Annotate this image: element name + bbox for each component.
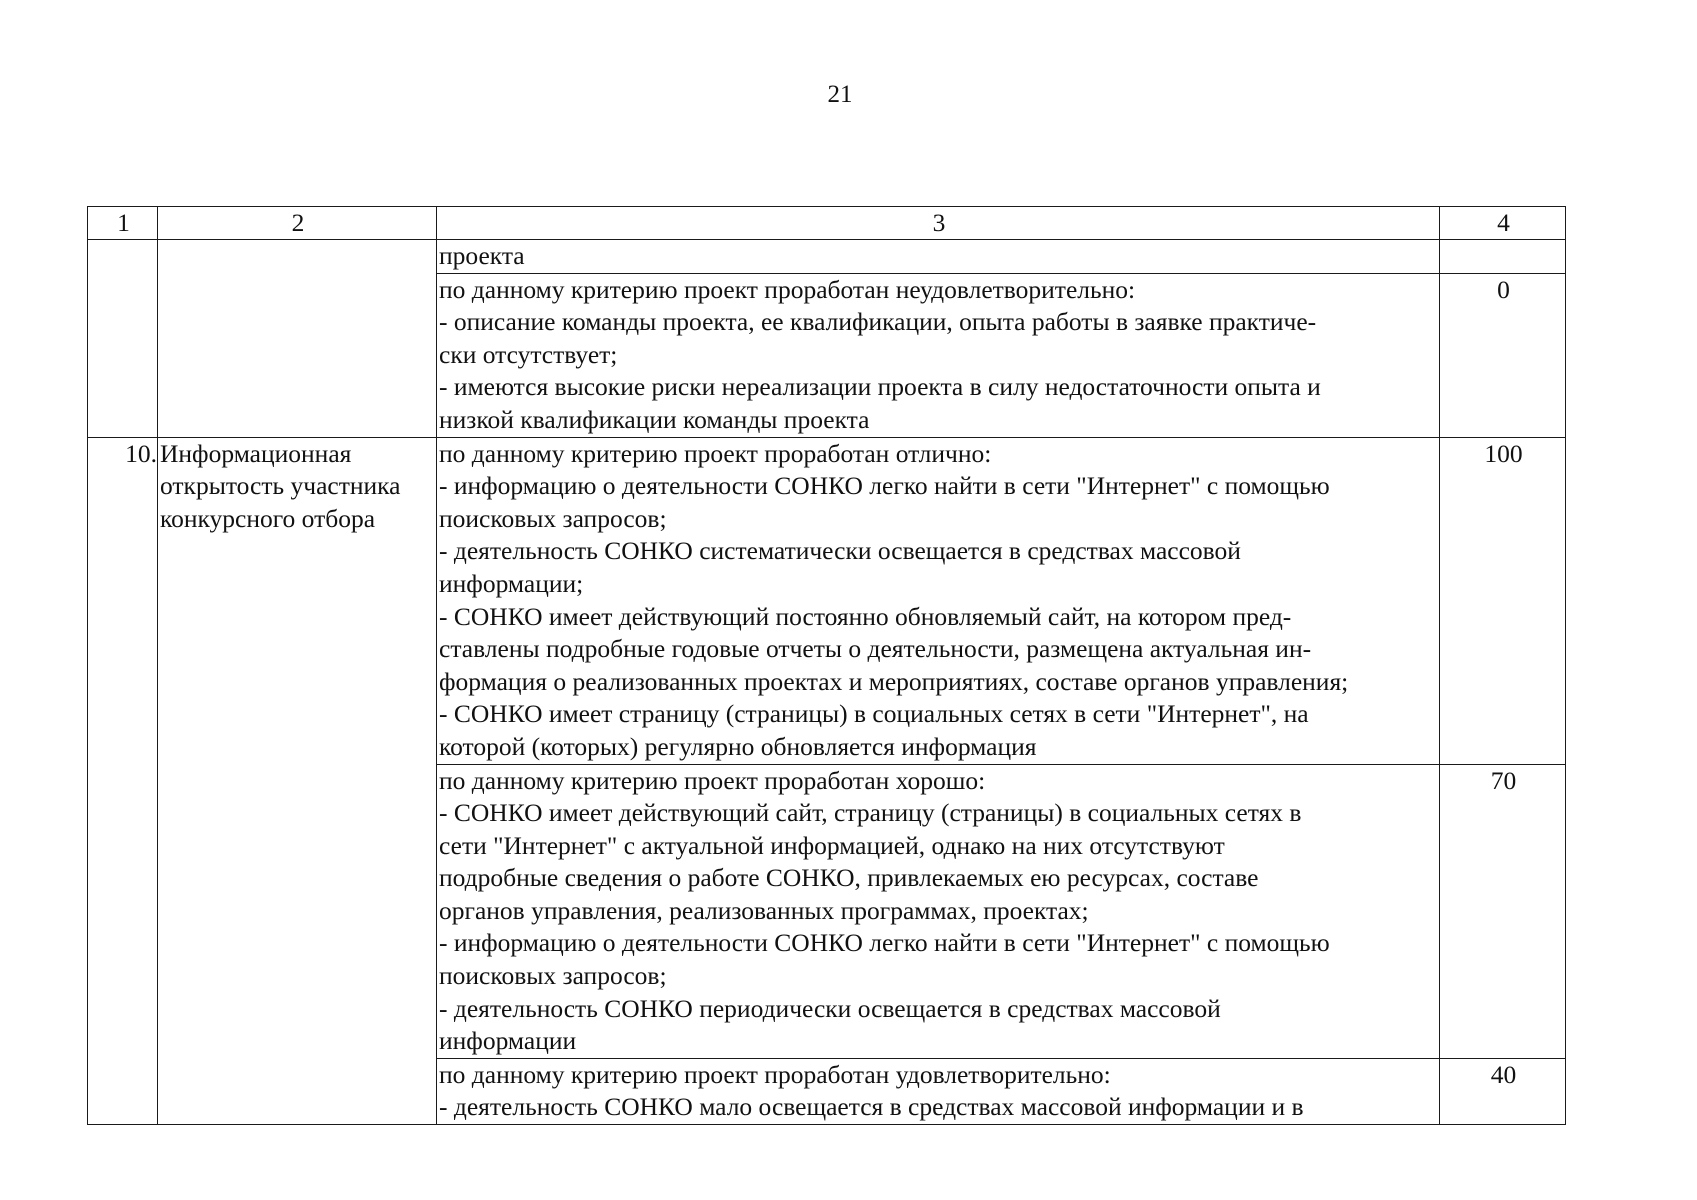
description-line: сети "Интернет" с актуальной информацией, однако на них отсутствуют: [439, 830, 1225, 860]
description-line: - СОНКО имеет действующий постоянно обновляемый сайт, на котором пред-: [439, 601, 1292, 631]
criteria-table: [87, 206, 1566, 1125]
score-cell: 100: [1440, 437, 1566, 764]
score-cell: 40: [1440, 1058, 1566, 1124]
description-line: которой (которых) регулярно обновляется информация: [439, 731, 1037, 761]
table-row: [88, 437, 1566, 764]
description-line: по данному критерию проект проработан хорошо:: [439, 765, 986, 795]
continuation-cell: [437, 240, 1440, 274]
empty-criterion-cell: [158, 240, 437, 438]
description-line: - деятельность СОНКО мало освещается в средствах массовой информации и в: [439, 1092, 1304, 1122]
description-line: по данному критерию проект проработан удовлетворительно:: [439, 1059, 1111, 1089]
score-cell: 0: [1440, 273, 1566, 437]
description-line: низкой квалификации команды проекта: [439, 404, 870, 434]
description-line: - деятельность СОНКО систематически освещается в средствах массовой: [439, 536, 1241, 566]
criterion-name-line: открытость участника: [160, 471, 401, 501]
description-cell: [437, 1058, 1440, 1124]
description-line: - СОНКО имеет действующий сайт, страницу (страницы) в социальных сетях в: [439, 798, 1302, 828]
description-line: по данному критерию проект проработан неудовлетворительно:: [439, 274, 1136, 304]
description-line: - информацию о деятельности СОНКО легко найти в сети "Интернет" с помощью: [439, 471, 1330, 501]
criterion-name-line: конкурсного отбора: [160, 503, 376, 533]
score-cell: 70: [1440, 764, 1566, 1058]
description-line: по данному критерию проект проработан отлично:: [439, 438, 992, 468]
description-cell: [437, 437, 1440, 764]
description-line: подробные сведения о работе СОНКО, привлекаемых ею ресурсах, составе: [439, 863, 1259, 893]
description-line: информации: [439, 1026, 577, 1056]
header-cell-4: 4: [1440, 207, 1566, 240]
description-line: - СОНКО имеет страницу (страницы) в социальных сетях в сети "Интернет", на: [439, 699, 1309, 729]
header-row: [88, 207, 1566, 240]
description-line: - деятельность СОНКО периодически освещается в средствах массовой: [439, 993, 1221, 1023]
description-line: ставлены подробные годовые отчеты о деятельности, размещена актуальная ин-: [439, 634, 1312, 664]
header-cell-2: 2: [158, 207, 437, 240]
criterion-name-line: Информационная: [160, 438, 352, 468]
description-line: поисковых запросов;: [439, 503, 667, 533]
description-line: информации;: [439, 568, 584, 598]
description-cell: [437, 273, 1440, 437]
empty-score-cell: [1440, 240, 1566, 274]
header-cell-3: 3: [437, 207, 1440, 240]
empty-number-cell: [88, 240, 158, 438]
header-cell-1: 1: [88, 207, 158, 240]
table-row: [88, 240, 1566, 274]
criterion-name-cell: [158, 437, 437, 1124]
description-line: органов управления, реализованных программах, проектах;: [439, 895, 1089, 925]
description-line: - имеются высокие риски нереализации проекта в силу недостаточности опыта и: [439, 372, 1321, 402]
continuation-text: проекта: [439, 241, 525, 270]
description-cell: [437, 764, 1440, 1058]
page-number: 21: [827, 81, 853, 108]
description-line: формация о реализованных проектах и мероприятиях, составе органов управления;: [439, 666, 1349, 696]
description-line: ски отсутствует;: [439, 339, 618, 369]
description-line: поисковых запросов;: [439, 961, 667, 991]
description-line: - информацию о деятельности СОНКО легко найти в сети "Интернет" с помощью: [439, 928, 1330, 958]
description-line: - описание команды проекта, ее квалификации, опыта работы в заявке практиче-: [439, 307, 1317, 337]
criterion-number: 10.: [88, 437, 158, 1124]
